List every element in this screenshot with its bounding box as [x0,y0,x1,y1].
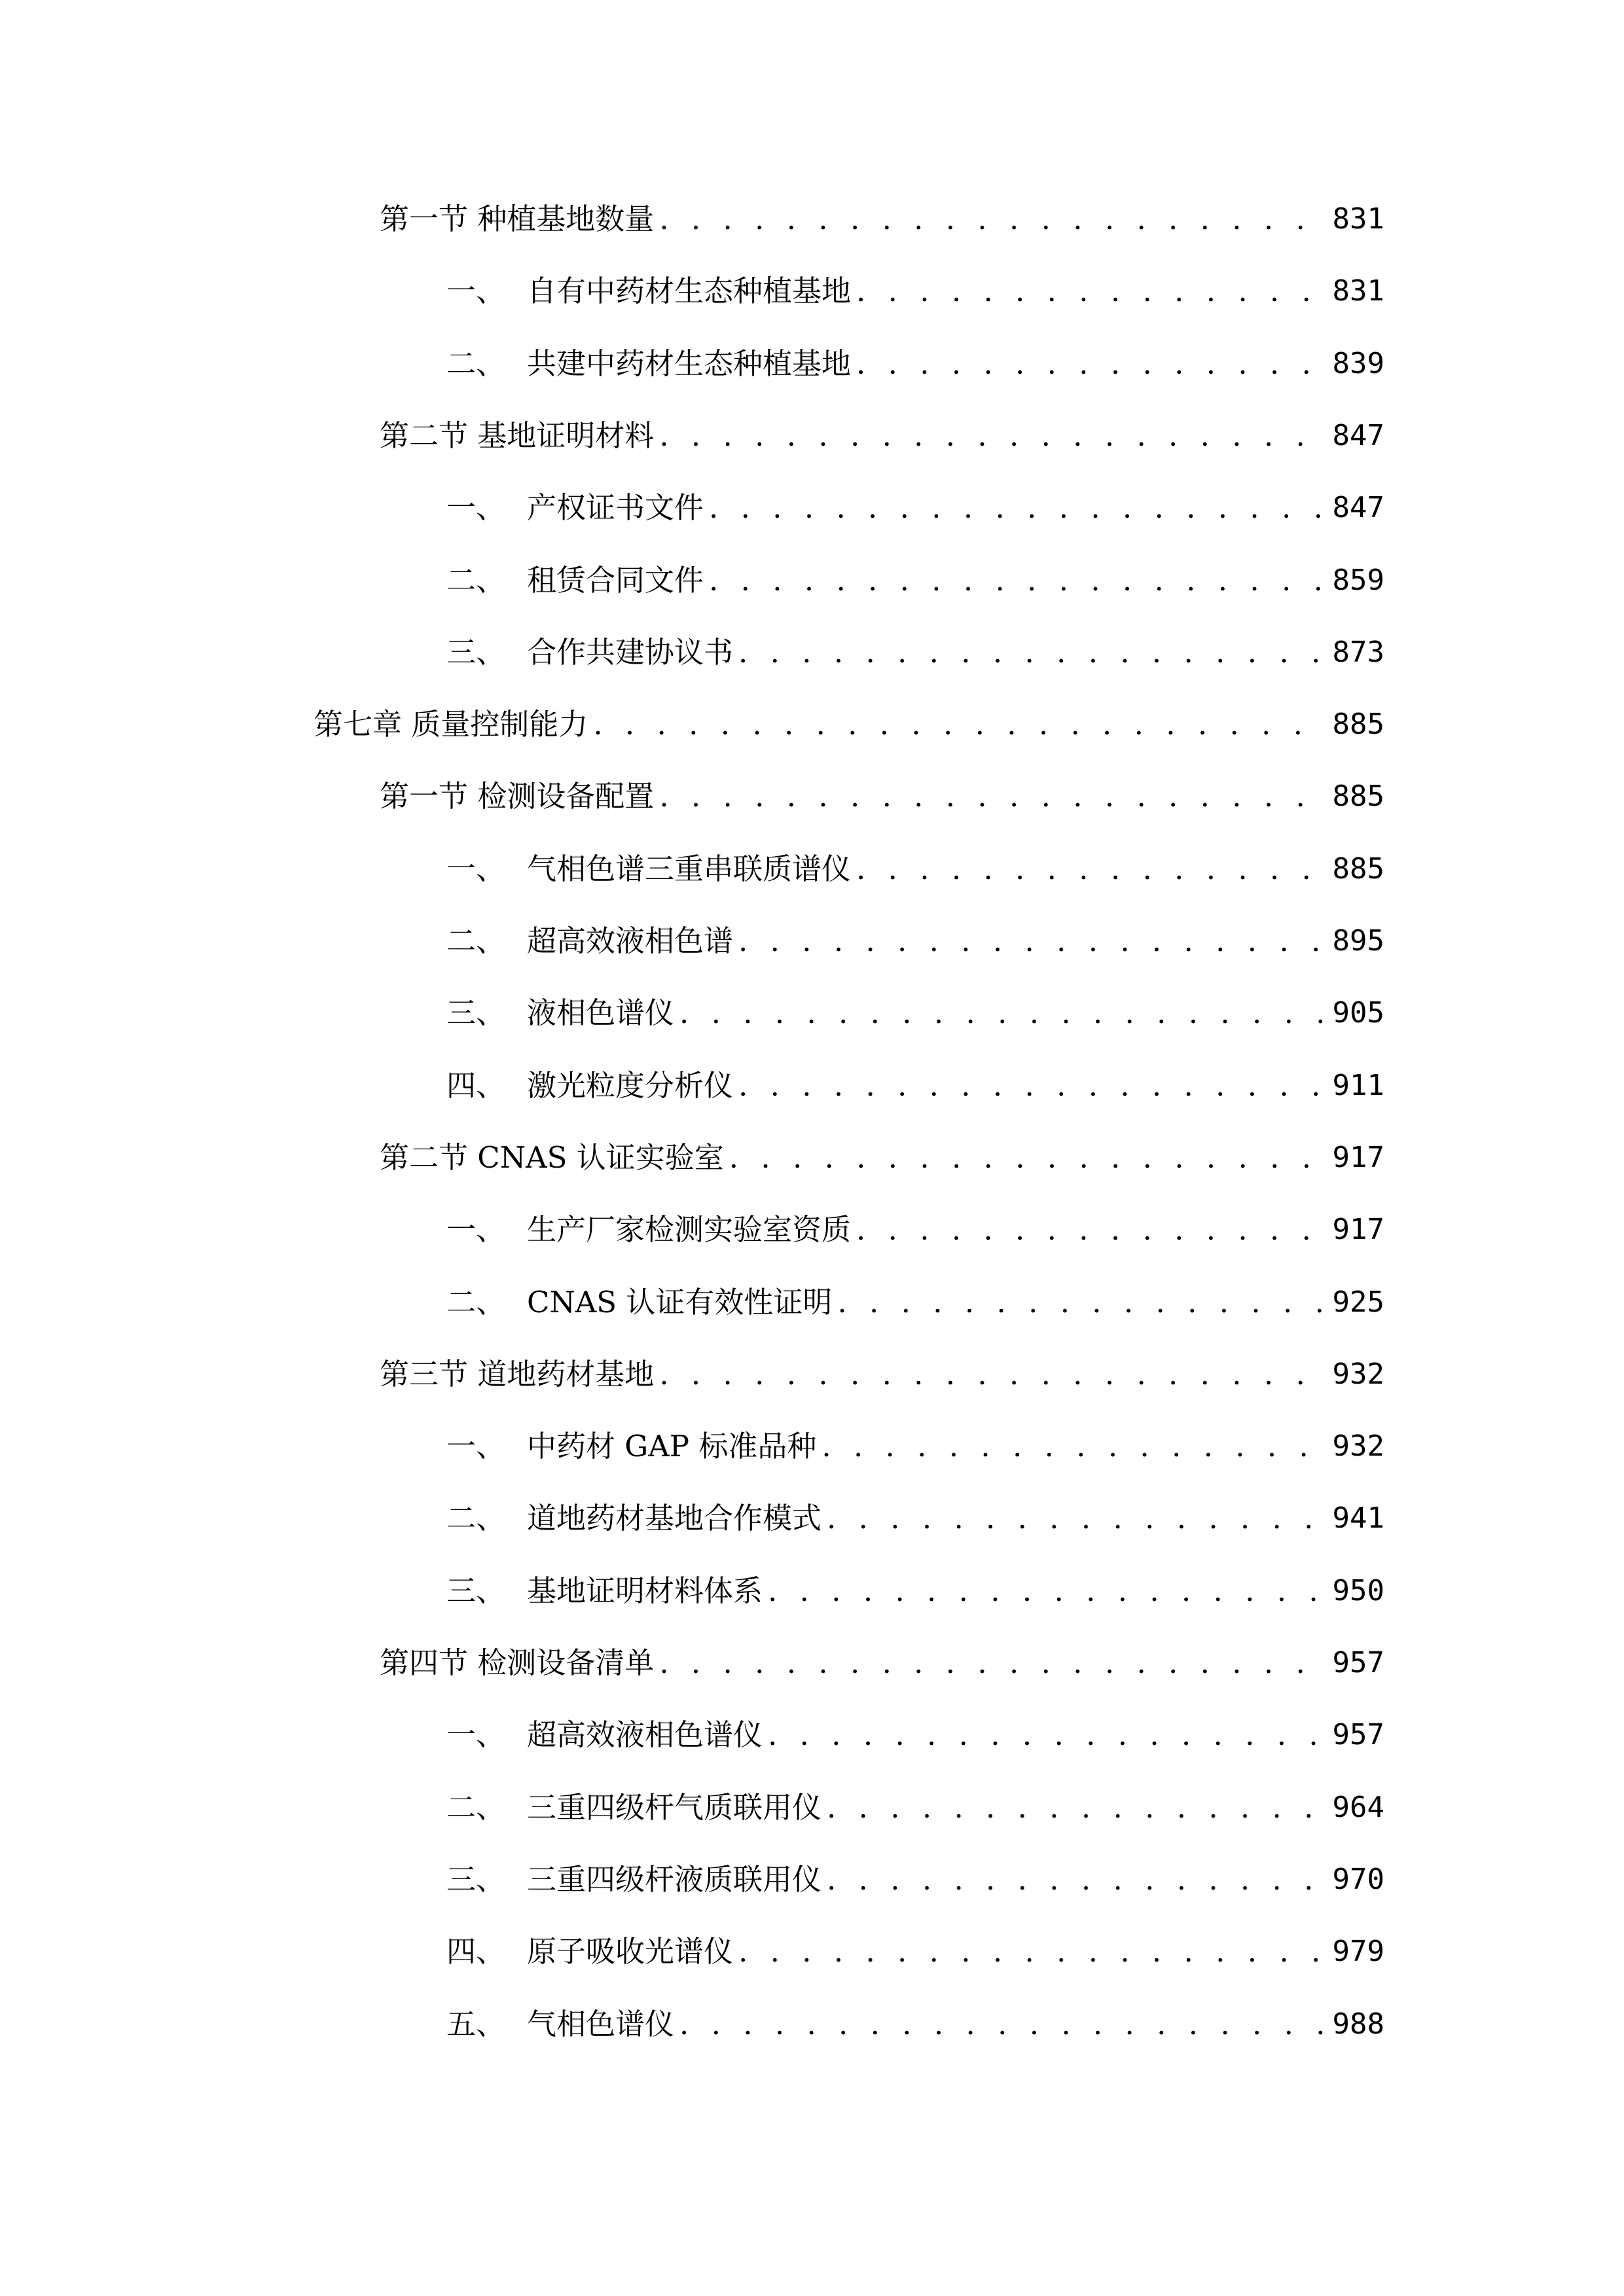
toc-page-number: 905 [1332,996,1384,1030]
dot-leader [856,272,1327,311]
dot-leader [738,1932,1327,1971]
toc-item-number: 一、 [446,1717,506,1753]
toc-page-number: 895 [1332,924,1384,958]
dot-leader [679,994,1327,1033]
toc-page-number: 970 [1332,1862,1384,1896]
dot-leader [856,850,1327,889]
toc-item-number: 二、 [446,1501,506,1536]
toc-page-number: 831 [1332,274,1384,308]
toc-section-entry[interactable] [380,200,1384,239]
toc-item-entry[interactable] [446,2005,1384,2044]
toc-item-entry[interactable] [446,488,1384,528]
toc-page-number: 932 [1332,1429,1384,1463]
toc-item-number: 一、 [446,1429,506,1464]
toc-page-number: 964 [1332,1790,1384,1824]
dot-leader [856,344,1327,384]
toc-entry-title: 租赁合同文件 [527,562,704,598]
toc-entry-title: 超高效液相色谱仪 [527,1717,763,1753]
dot-leader [709,561,1327,600]
dot-leader [709,488,1327,528]
toc-section-entry[interactable] [380,416,1384,456]
toc-section-entry[interactable] [380,777,1384,816]
dot-leader [768,1571,1327,1611]
toc-item-number: 一、 [446,274,506,309]
toc-entry-title: 原子吸收光谱仪 [527,1934,734,1969]
toc-entry-title: 第一节 检测设备配置 [380,779,655,814]
toc-page-number: 957 [1332,1718,1384,1752]
toc-item-entry[interactable] [446,1788,1384,1827]
toc-page-number: 885 [1332,780,1384,814]
toc-page-number: 885 [1332,852,1384,886]
dot-leader [837,1283,1327,1322]
dot-leader [659,777,1327,816]
toc-item-number: 二、 [446,1284,506,1319]
toc-item-entry[interactable] [446,1932,1384,1971]
toc-item-entry[interactable] [446,272,1384,311]
toc-entry-title: 道地药材基地合作模式 [527,1501,822,1536]
toc-item-number: 三、 [446,634,506,670]
dot-leader [768,1715,1327,1755]
dot-leader [659,1355,1327,1394]
toc-entry-title: 三重四级杆液质联用仪 [527,1861,822,1897]
dot-leader [827,1499,1327,1538]
toc-chapter-entry[interactable] [314,705,1384,744]
toc-page-number: 925 [1332,1285,1384,1319]
toc-item-number: 五、 [446,2006,506,2041]
dot-leader [729,1138,1327,1177]
dot-leader [827,1788,1327,1827]
toc-item-entry[interactable] [446,1860,1384,1899]
toc-item-entry[interactable] [446,1066,1384,1105]
toc-item-entry[interactable] [446,1210,1384,1249]
toc-page-number: 847 [1332,491,1384,525]
toc-entry-title: 第二节 CNAS 认证实验室 [380,1139,724,1175]
toc-entry-title: 第四节 检测设备清单 [380,1645,655,1680]
toc-item-number: 二、 [446,924,506,958]
toc-page-number: 911 [1332,1068,1384,1102]
toc-page-number: 847 [1332,418,1384,452]
toc-page-number: 873 [1332,635,1384,669]
toc-item-entry[interactable] [446,1571,1384,1611]
dot-leader [738,922,1327,961]
dot-leader [659,1643,1327,1683]
toc-page-number: 979 [1332,1935,1384,1969]
toc-entry-title: 第一节 种植基地数量 [380,202,655,236]
toc-page-number: 957 [1332,1646,1384,1679]
toc-item-number: 三、 [446,1861,506,1897]
dot-leader [827,1860,1327,1899]
toc-item-number: 二、 [446,562,506,598]
toc-entry-title: 第七章 质量控制能力 [314,707,588,742]
toc-page-number: 917 [1332,1213,1384,1247]
toc-entry-title: 中药材 GAP 标准品种 [527,1429,817,1464]
toc-item-number: 三、 [446,1573,506,1608]
dot-leader [659,200,1327,239]
toc-section-entry[interactable] [380,1643,1384,1683]
toc-item-entry[interactable] [446,1715,1384,1755]
toc-item-entry[interactable] [446,1427,1384,1466]
toc-item-number: 一、 [446,490,506,526]
toc-item-number: 二、 [446,1789,506,1825]
dot-leader [856,1210,1327,1249]
toc-page-number: 917 [1332,1140,1384,1174]
toc-item-number: 三、 [446,996,506,1031]
toc-entry-title: 生产厂家检测实验室资质 [527,1212,852,1247]
toc-entry-title: 产权证书文件 [527,490,704,526]
toc-item-number: 一、 [446,851,506,886]
toc-page-number: 885 [1332,708,1384,742]
dot-leader [593,705,1327,744]
toc-item-entry[interactable] [446,344,1384,384]
toc-item-entry[interactable] [446,1499,1384,1538]
toc-entry-title: 共建中药材生态种植基地 [527,346,852,381]
toc-item-entry[interactable] [446,561,1384,600]
toc-entry-title: 气相色谱三重串联质谱仪 [527,851,852,886]
toc-entry-title: 合作共建协议书 [527,634,734,670]
dot-leader [821,1427,1327,1466]
toc-page-number: 839 [1332,346,1384,380]
toc-page-number: 932 [1332,1357,1384,1391]
toc-page-number: 859 [1332,563,1384,597]
toc-entry-title: 第二节 基地证明材料 [380,418,655,453]
dot-leader [738,1066,1327,1105]
toc-item-entry[interactable] [446,1283,1384,1322]
toc-item-entry[interactable] [446,994,1384,1033]
toc-entry-title: 超高效液相色谱 [527,924,734,958]
toc-page-number: 831 [1332,202,1384,236]
toc-page-number: 941 [1332,1501,1384,1535]
toc-item-entry[interactable] [446,922,1384,961]
toc-item-number: 二、 [446,346,506,381]
dot-leader [659,416,1327,456]
toc-item-number: 一、 [446,1212,506,1247]
toc-entry-title: 激光粒度分析仪 [527,1067,734,1103]
toc-entry-title: 液相色谱仪 [527,996,675,1031]
toc-item-entry[interactable] [446,850,1384,889]
toc-item-number: 四、 [446,1067,506,1103]
toc-section-entry[interactable] [380,1138,1384,1177]
toc-entry-title: 三重四级杆气质联用仪 [527,1789,822,1825]
toc-page-number: 988 [1332,2007,1384,2041]
toc-entry-title: 气相色谱仪 [527,2006,675,2041]
toc-page-number: 950 [1332,1573,1384,1607]
toc-item-number: 四、 [446,1934,506,1969]
toc-entry-title: 第三节 道地药材基地 [380,1356,655,1391]
toc-section-entry[interactable] [380,1355,1384,1394]
toc-entry-title: 自有中药材生态种植基地 [527,274,852,309]
toc-item-entry[interactable] [446,633,1384,672]
dot-leader [679,2005,1327,2044]
toc-entry-title: CNAS 认证有效性证明 [527,1284,833,1319]
dot-leader [738,633,1327,672]
toc-entry-title: 基地证明材料体系 [527,1573,763,1608]
